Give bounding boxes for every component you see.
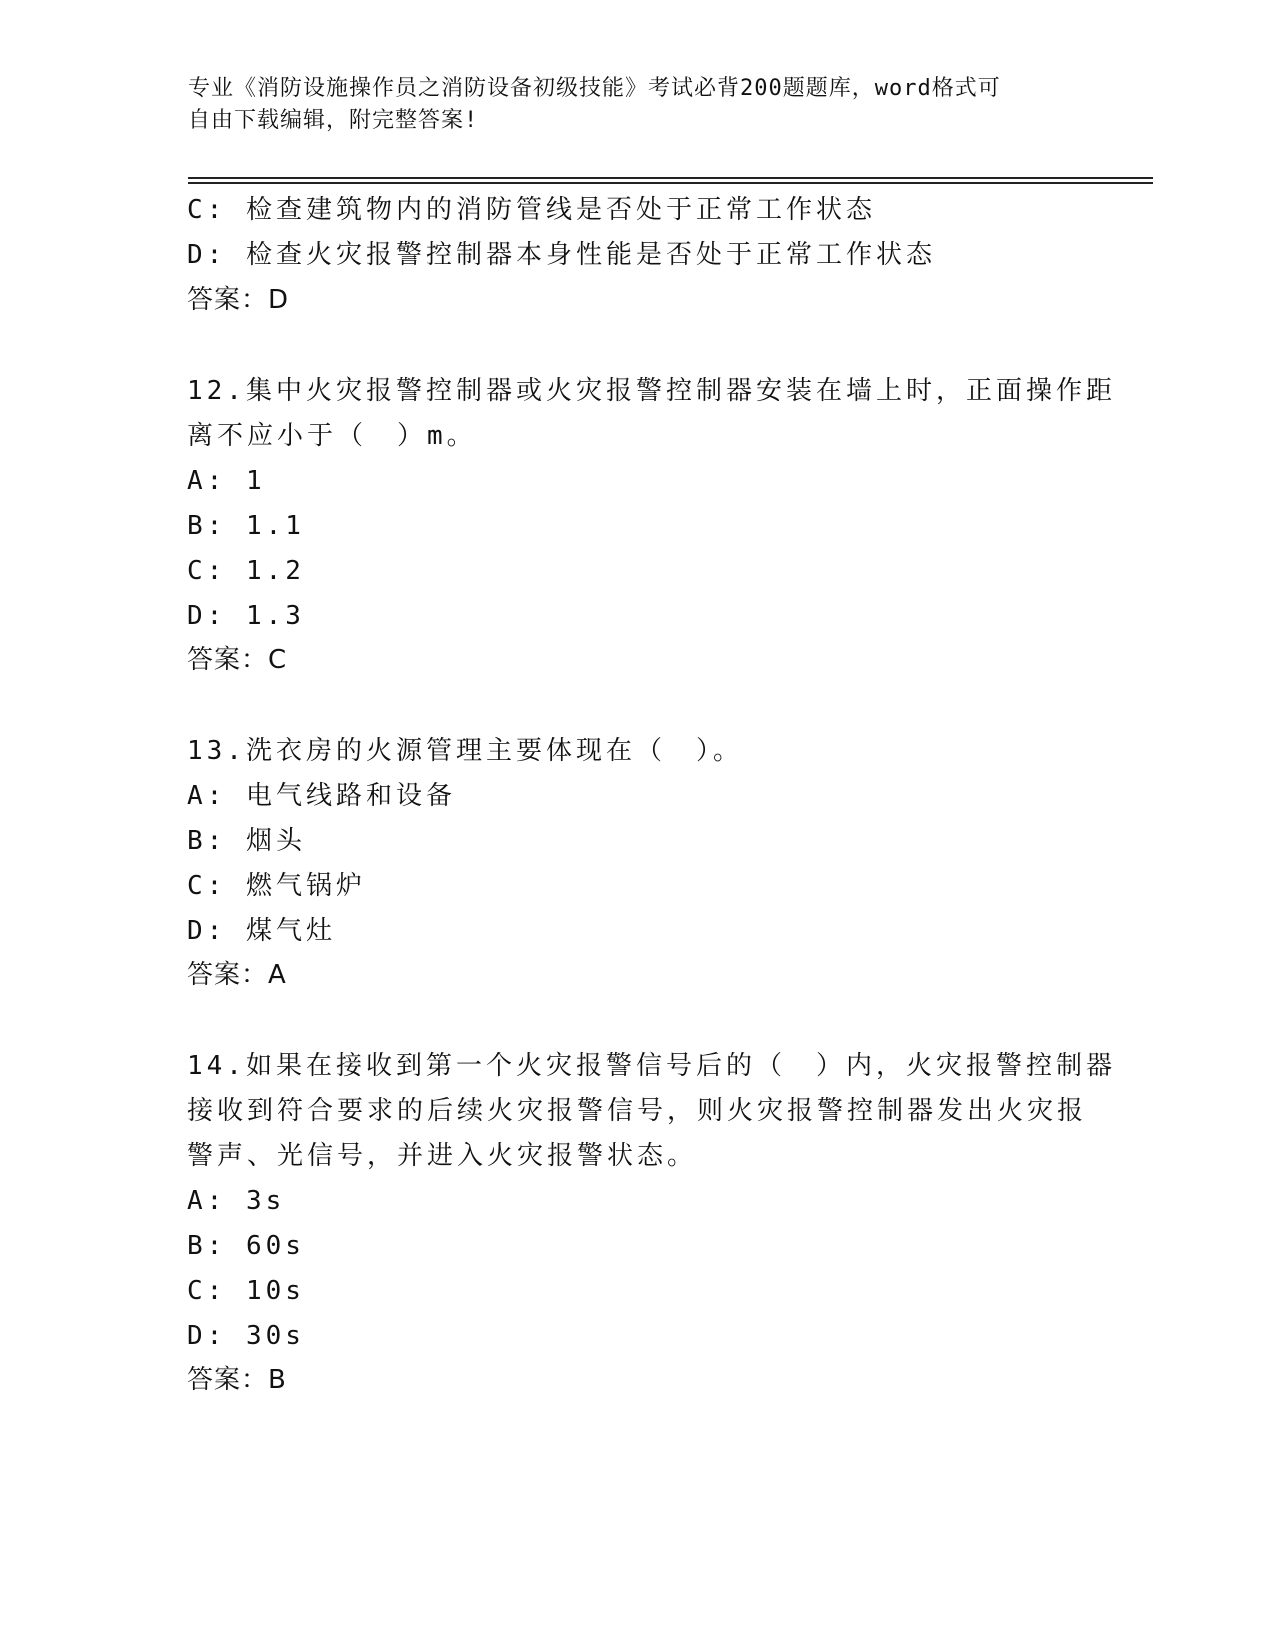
header-divider-top <box>188 177 1153 179</box>
q14-stem-line3: 警声、光信号，并进入火灾报警状态。 <box>187 1141 698 1171</box>
q12-answer: 答案：C <box>187 645 288 675</box>
q14-option-b: B: 60s <box>187 1231 305 1261</box>
q12-option-a: A: 1 <box>187 466 266 496</box>
prev-question-option-d: D: 检查火灾报警控制器本身性能是否处于正常工作状态 <box>187 240 936 270</box>
q13-option-c: C: 燃气锅炉 <box>187 871 366 901</box>
prev-question-answer: 答案：D <box>187 285 290 315</box>
header-divider-bottom <box>188 182 1153 184</box>
q13-option-d: D: 煤气灶 <box>187 916 336 946</box>
q13-answer: 答案：A <box>187 960 287 990</box>
q13-stem: 13.洗衣房的火源管理主要体现在（ ）。 <box>187 736 743 766</box>
q14-option-c: C: 10s <box>187 1276 305 1306</box>
q12-stem-line1: 12.集中火灾报警控制器或火灾报警控制器安装在墙上时，正面操作距 <box>187 376 1116 406</box>
q14-stem-line1: 14.如果在接收到第一个火灾报警信号后的（ ）内，火灾报警控制器 <box>187 1051 1116 1081</box>
prev-question-option-c: C: 检查建筑物内的消防管线是否处于正常工作状态 <box>187 195 876 225</box>
q12-option-d: D: 1.3 <box>187 601 305 631</box>
q13-option-a: A: 电气线路和设备 <box>187 781 456 811</box>
header-title-line2: 自由下载编辑，附完整答案! <box>188 108 479 133</box>
q14-option-a: A: 3s <box>187 1186 286 1216</box>
q14-stem-line2: 接收到符合要求的后续火灾报警信号，则火灾报警控制器发出火灾报 <box>187 1096 1088 1126</box>
q14-option-d: D: 30s <box>187 1321 305 1351</box>
q13-option-b: B: 烟头 <box>187 826 306 856</box>
q12-option-b: B: 1.1 <box>187 511 305 541</box>
header-title-line1: 专业《消防设施操作员之消防设备初级技能》考试必背200题题库，word格式可 <box>188 76 1001 101</box>
q12-option-c: C: 1.2 <box>187 556 305 586</box>
q12-stem-line2: 离不应小于（ ）m。 <box>187 421 477 451</box>
q14-answer: 答案：B <box>187 1365 287 1395</box>
